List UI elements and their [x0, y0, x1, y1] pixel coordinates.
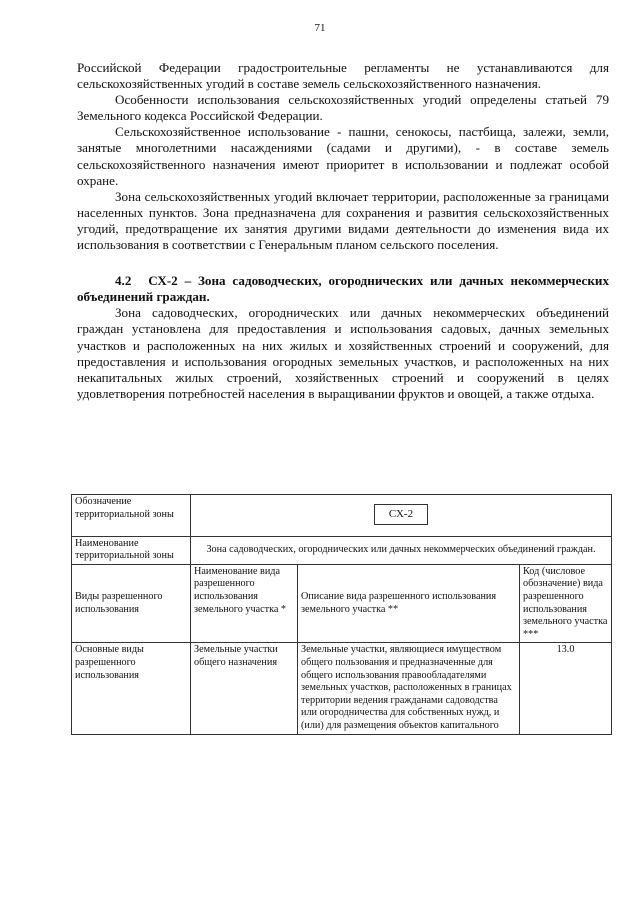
header-description-cell: Описание вида разрешенного использования земельного участка ** — [298, 564, 520, 643]
row-description-cell: Земельные участки, являющиеся имуществом общего пользования и предназначенные для общего использования правообладателями земельных участков, расположенных в границах территории ведения гражданами садоводства или огородничества для собственных нужд, и (или) для размещения объектов капитального — [298, 643, 520, 734]
header-types-cell: Виды разрешенного использования — [72, 564, 191, 643]
row-code-cell: 13.0 — [520, 643, 612, 734]
section-description: Зона садоводческих, огороднических или дачных некоммерческих объединений граждан установлена для предоставления и использования садовых, дачных земельных участков и расположенных на них жилых и хозяйственных строений и сооружений, для предоставления и использования огородных земельных участков, и расположенных на них некапитальных жилых строений, хозяйственных строений и сооружений в целях удовлетворения потребностей населения в выращивании фруктов и овощей, а также отдыха. — [77, 305, 609, 401]
paragraph-zone-purpose: Зона сельскохозяйственных угодий включает территории, расположенные за границами населенных пунктов. Зона предназначена для сохранения и развития сельскохозяйственных угодий, предотвращение их занятия другими видами деятельности до изменения вида их использования в соответствии с Генеральным планом сельского поселения. — [77, 188, 609, 253]
section-heading — [77, 273, 609, 305]
paragraph-agricultural-use: Сельскохозяйственное использование - пашни, сенокосы, пастбища, залежи, земли, занятые многолетними насаждениями (садами и другими), - в составе земель сельскохозяйственного назначения имеют приоритет в использовании и подлежат особой охране. — [77, 124, 609, 188]
header-name-cell: Наименование вида разрешенного использования земельного участка * — [191, 564, 298, 643]
header-code-cell: Код (числовое обозначение) вида разрешенного использования земельного участка *** — [520, 564, 612, 643]
row-type-cell: Основные виды разрешенного использования — [72, 643, 191, 734]
zone-code-cell — [191, 495, 612, 537]
zone-code-box: СХ-2 — [374, 504, 428, 525]
zone-regulations-table — [71, 494, 612, 735]
section-number: 4.2 — [115, 273, 132, 289]
document-body — [77, 60, 609, 402]
row-name-cell: Земельные участки общего назначения — [191, 643, 298, 734]
paragraph-land-code: Особенности использования сельскохозяйственных угодий определены статьей 79 Земельного кодекса Российской Федерации. — [77, 92, 609, 124]
section-title: СХ-2 – Зона садоводческих, огороднических или дачных некоммерческих объединений граждан. — [77, 273, 609, 305]
zone-label-cell: Обозначение территориальной зоны — [72, 495, 191, 537]
table-row — [72, 495, 612, 537]
zone-name-value-cell: Зона садоводческих, огороднических или дачных некоммерческих объединений граждан. — [191, 536, 612, 564]
table-row — [72, 536, 612, 564]
table-row — [72, 564, 612, 643]
table-row — [72, 643, 612, 734]
zone-name-label-cell: Наименование территориальной зоны — [72, 536, 191, 564]
paragraph-regulations: Российской Федерации градостроительные регламенты не устанавливаются для сельскохозяйственных угодий в составе земель сельскохозяйственного назначения. — [77, 60, 609, 92]
page-number: 71 — [314, 22, 326, 34]
